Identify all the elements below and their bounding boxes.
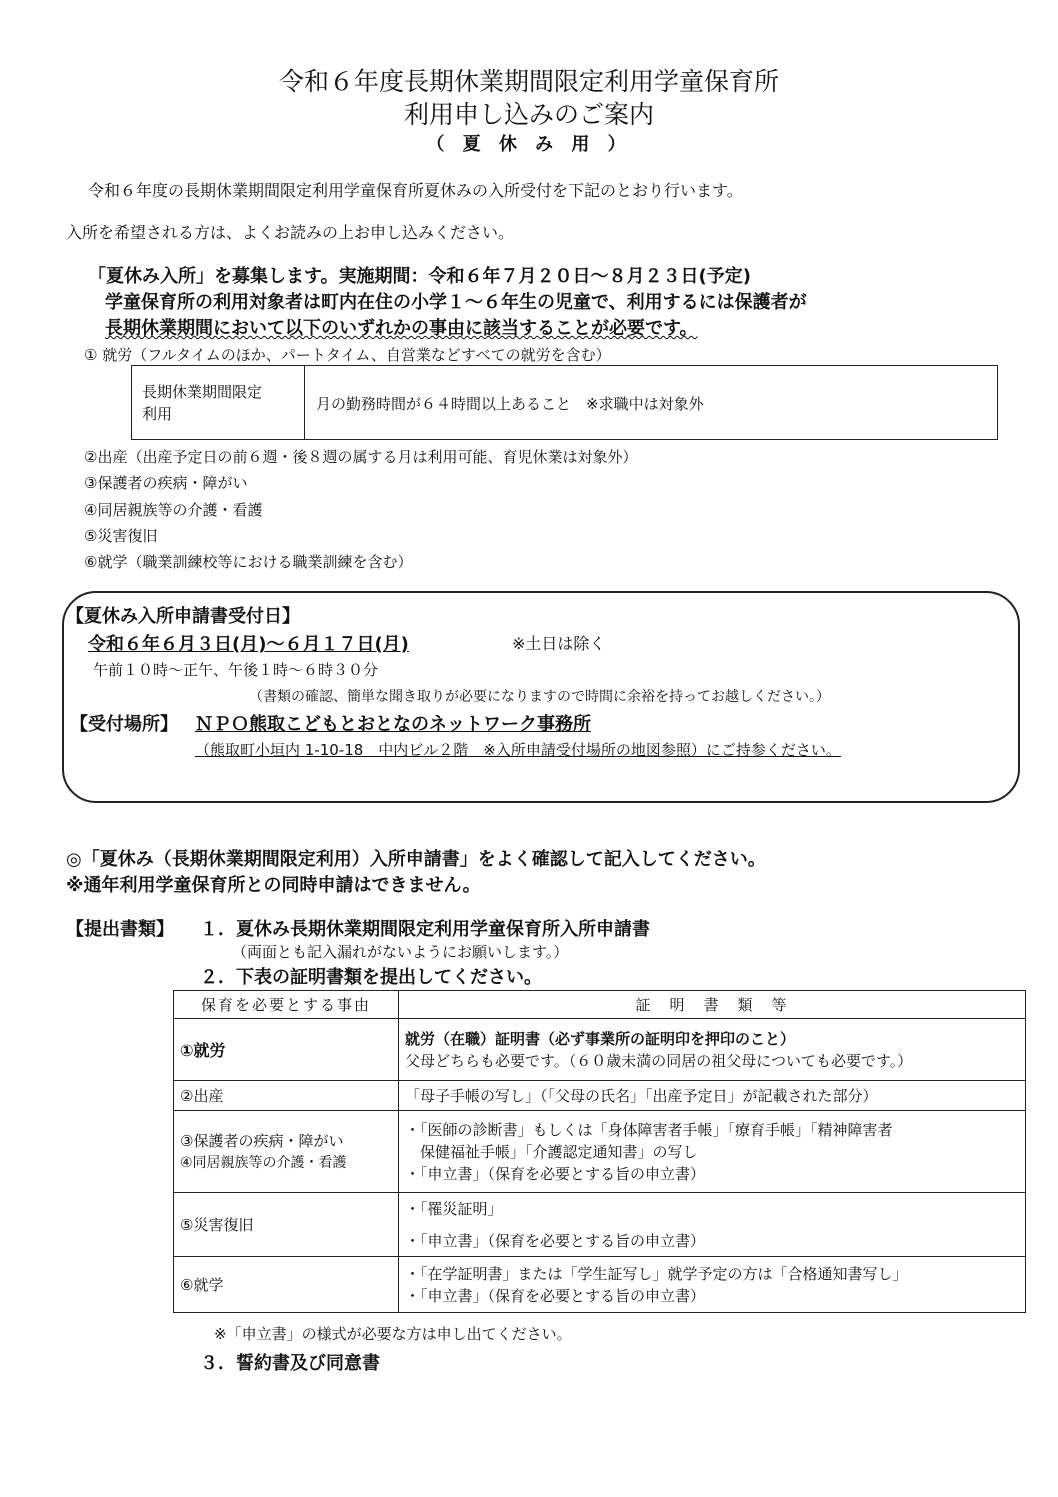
table-cell-reason: ②出産: [174, 1081, 399, 1111]
table-doc-line: ・「在学証明書」または「学生証写し」就学予定の方は「合格通知書写し」: [405, 1264, 908, 1283]
reason-1-box: [131, 365, 998, 440]
submission-item1-prefix: １．夏休み長期休業期間限定利用: [200, 919, 470, 940]
table-row: [174, 1111, 1026, 1193]
notice-line2: ※通年利用学童保育所との同時申請はできません。: [66, 875, 481, 896]
table-reason-line: ④同居親族等の介護・看護: [180, 1154, 347, 1171]
recruit-line1: 「夏休み入所」を募集します。実施期間：令和６年７月２０日～８月２３日(予定): [88, 266, 752, 287]
reception-place-label: 【受付場所】: [70, 714, 178, 735]
submission-item1-suffix: 学童保育所入所申請書: [470, 919, 650, 940]
table-row: [174, 1257, 1026, 1313]
reason-2: ②出産（出産予定日の前６週・後８週の属する月は利用可能、育児休業は対象外）: [84, 448, 638, 466]
reception-place-name: ＮＰＯ熊取こどもとおとなのネットワーク事務所: [195, 714, 591, 735]
document-title-line1: 令和６年度長期休業期間限定利用学童保育所: [278, 67, 779, 96]
table-doc-line: ・「医師の診断書」もしくは「身体障害者手帳」「療育手帳」「精神障害者: [405, 1120, 893, 1139]
table-cell-docs: [399, 1081, 1026, 1111]
submission-item3: ３．誓約書及び同意書: [200, 1353, 380, 1374]
reason-5: ⑤災害復旧: [84, 527, 158, 545]
submission-item1-note: （両面とも記入漏れがないようにお願いします。）: [232, 943, 569, 961]
table-cell-docs: [399, 1257, 1026, 1313]
submission-label: 【提出書類】: [66, 919, 174, 940]
document-title-line2: 利用申し込みのご案内: [403, 100, 654, 129]
reception-dates: 令和６年６月３日(月)～６月１７日(月): [88, 634, 409, 655]
table-header-reason: 保育を必要とする事由: [174, 991, 399, 1019]
document-subtitle: （ 夏 休 み 用 ）: [426, 134, 632, 155]
intro-line1: 令和６年度の長期休業期間限定利用学童保育所夏休みの入所受付を下記のとおり行います。: [88, 181, 743, 200]
table-doc-line: 父母どちらも必要です。（６０歳未満の同居の祖父母についても必要です。）: [405, 1051, 913, 1070]
table-row: [174, 1193, 1026, 1257]
documents-table: [173, 990, 1026, 1313]
table-cell-reason: [174, 1111, 399, 1193]
table-row: [174, 1081, 1026, 1111]
table-row: [174, 1019, 1026, 1081]
reception-heading: 【夏休み入所申請書受付日】: [66, 606, 300, 627]
table-cell-reason: ⑥就学: [174, 1257, 399, 1313]
table-doc-line: 「母子手帳の写し」（「父母の氏名」「出産予定日」が記載された部分）: [405, 1086, 878, 1105]
reason-3: ③保護者の疾病・障がい: [84, 474, 248, 492]
reception-address: （熊取町小垣内 1-10-18 中内ビル２階 ※入所申請受付場所の地図参照）にご持参ください。: [195, 741, 841, 759]
reason-1-box-label2: 利用: [142, 405, 173, 423]
table-reason-line: ③保護者の疾病・障がい: [180, 1131, 344, 1150]
table-header-row: [174, 991, 1026, 1019]
table-cell-reason: ⑤災害復旧: [174, 1193, 399, 1257]
reason-6: ⑥就学（職業訓練校等における職業訓練を含む）: [84, 553, 413, 571]
submission-item2: ２．下表の証明書類を提出してください。: [200, 967, 542, 988]
reason-1-box-label-cell: [132, 366, 305, 439]
table-doc-line: ・「申立書」（保育を必要とする旨の申立書）: [405, 1164, 706, 1183]
reason-1: ① 就労（フルタイムのほか、パートタイム、自営業などすべての就労を含む）: [84, 346, 611, 364]
table-doc-line: 保健福祉手帳」「介護認定通知書」の写し: [405, 1142, 698, 1161]
table-cell-docs: [399, 1111, 1026, 1193]
table-doc-line: ・「申立書」（保育を必要とする旨の申立書）: [405, 1231, 706, 1250]
intro-line2: 入所を希望される方は、よくお読みの上お申し込みください。: [66, 223, 515, 242]
reason-4: ④同居親族等の介護・看護: [84, 501, 263, 519]
recruit-line2: 学童保育所の利用対象者は町内在住の小学１～６年生の児童で、利用するには保護者が: [105, 292, 807, 313]
notice-line1: ◎「夏休み（長期休業期間限定利用）入所申請書」をよく確認して記入してください。: [66, 849, 766, 870]
table-header-docs: 証 明 書 類 等: [399, 991, 1026, 1019]
reason-1-box-value: 月の勤務時間が６４時間以上あること ※求職中は対象外: [316, 395, 704, 413]
reception-dates-note: ※土日は除く: [512, 634, 606, 653]
table-doc-line: 就労（在職）証明書（必ず事業所の証明印を押印のこと）: [405, 1029, 796, 1048]
reason-1-box-label1: 長期休業期間限定: [142, 383, 263, 401]
reception-hours-note: （書類の確認、簡単な聞き取りが必要になりますので時間に余裕を持ってお越しください。）: [249, 689, 830, 705]
recruit-line3: 長期休業期間において以下のいずれかの事由に該当することが必要です。: [105, 318, 698, 339]
table-cell-docs: [399, 1193, 1026, 1257]
table-cell-docs: [399, 1019, 1026, 1081]
table-cell-reason: ①就労: [174, 1019, 399, 1081]
table-doc-line: ・「申立書」（保育を必要とする旨の申立書）: [405, 1286, 706, 1305]
submission-item1: [200, 915, 650, 941]
table-doc-line: ・「罹災証明」: [405, 1199, 503, 1218]
reception-hours: 午前１０時～正午、午後１時～６時３０分: [93, 661, 379, 679]
table-note: ※「申立書」の様式が必要な方は申し出てください。: [214, 1325, 572, 1343]
